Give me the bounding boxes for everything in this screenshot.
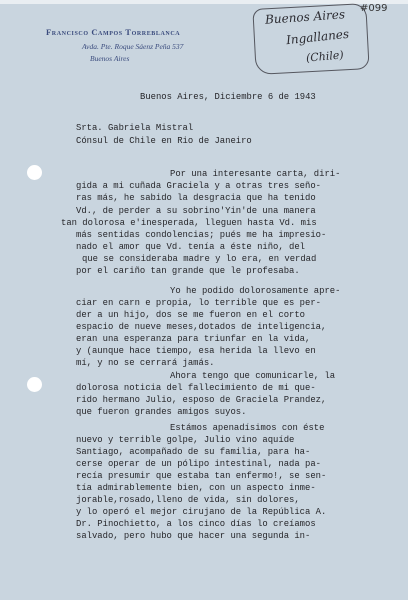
letterhead-city: Buenos Aires <box>90 54 130 63</box>
letter-date: Buenos Aires, Diciembre 6 de 1943 <box>140 92 316 102</box>
handwritten-line-3: (Chile) <box>305 48 345 65</box>
body-line: eran una esperanza para triunfar en la vida, <box>76 334 311 344</box>
body-line: der a un hijo, dos se me fueron en el corto <box>76 310 306 320</box>
body-line: tía admirablemente bien, con un aspecto inme- <box>76 483 316 493</box>
body-line: y lo operó el mejor cirujano de la República A. <box>76 507 327 517</box>
archive-number: #099 <box>360 3 388 14</box>
body-line: dolorosa noticia del fallecimiento de mi que- <box>76 383 316 393</box>
letterhead-address: Avda. Pte. Roque Sáenz Peña 537 <box>82 42 184 51</box>
body-line: Por una interesante carta, diri- <box>170 169 341 179</box>
recipient-name: Srta. Gabriela Mistral <box>76 123 194 133</box>
body-line: que fueron grandes amigos suyos. <box>76 407 247 417</box>
body-line: Dr. Pinochietto, a los cinco días lo creíamos <box>76 519 316 529</box>
handwritten-line-1: Buenos Aires <box>264 7 346 27</box>
body-line: gida a mi cuñada Graciela y a otras tres seño- <box>76 181 321 191</box>
body-line: ciar en carn e propia, lo terrible que es per- <box>76 298 321 308</box>
body-line: más sentidas condolencias; pués me ha impresio- <box>76 230 327 240</box>
body-line: nado el amor que Vd. tenía a éste niño, del <box>76 242 306 252</box>
body-line: nuevo y terrible golpe, Julio vino aquíde <box>76 435 295 445</box>
punch-hole-top <box>27 165 42 180</box>
body-line: Santiago, acompañado de su familia, para ha- <box>76 447 311 457</box>
punch-hole-bottom <box>27 377 42 392</box>
body-line: salvado, pero hubo que hacer una segunda in- <box>76 531 311 541</box>
recipient-title: Cónsul de Chile en Rio de Janeiro <box>76 136 252 146</box>
body-line: mí, y no se cerrará jamás. <box>76 358 215 368</box>
body-line: ras más, he sabido la desgracia que ha tenido <box>76 193 316 203</box>
body-line: Vd., de perder a su sobrino'Yin'de una manera <box>76 206 316 216</box>
body-line: tan dolorosa e'inesperada, lleguen hasta Vd. mis <box>61 218 317 228</box>
body-line: Estámos apenadísimos con éste <box>170 423 325 433</box>
body-line: y (aunque hace tiempo, esa herida la llevo en <box>76 346 316 356</box>
body-line: jorable,rosado,lleno de vida, sin dolores, <box>76 495 300 505</box>
body-line: cerse operar de un pólipo intestinal, nada pa- <box>76 459 321 469</box>
body-line: Yo he podido dolorosamente apre- <box>170 286 341 296</box>
body-line: rido hermano Julio, esposo de Graciela Prandez, <box>76 395 327 405</box>
body-line: que se consideraba madre y lo era, en verdad <box>82 254 317 264</box>
body-line: por el cariño tan grande que le profesaba. <box>76 266 300 276</box>
letterhead <box>46 27 266 63</box>
body-line: Ahora tengo que comunicarle, la <box>170 371 336 381</box>
body-line: espacio de nueve meses,dotados de inteligencia, <box>76 322 327 332</box>
handwritten-line-2: Ingallanes <box>285 26 350 48</box>
letterhead-name: Francisco Campos Torreblanca <box>46 27 181 37</box>
body-line: recía presumir que estaba tan enfermo!, se sen- <box>76 471 327 481</box>
